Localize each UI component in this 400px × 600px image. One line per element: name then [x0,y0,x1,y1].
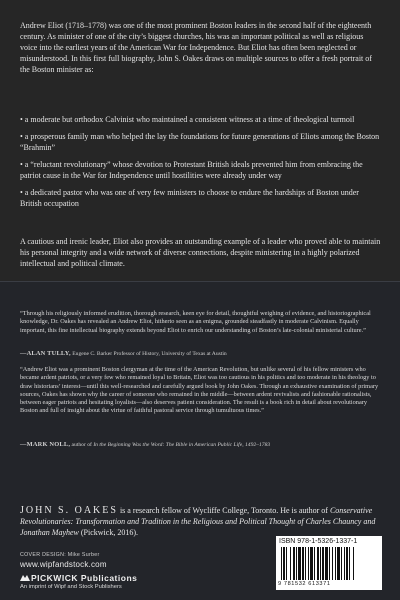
barcode-bar [325,547,328,580]
barcode-bar [283,547,285,580]
barcode-bar [329,547,330,580]
bullet-item: • a dedicated pastor who was one of very few ministers to choose to endure the hardships of Boston under British occupation [20,188,359,208]
author-bio-text: is a research fellow of Wycliffe College, Toronto. He is author of [119,506,328,515]
author-bio [20,505,382,538]
barcode-bar [290,547,291,580]
endorser-name: —MARK NOLL, [20,441,71,448]
endorsement-quote-tully: “Through his religiously informed erudition, thorough research, keen eye for detail, thoughtful weighing of evidence, and historiographical knowledge, Dr. Oakes has revealed an Andrew Eliot, hitherto seen as an enigma, grounded steadfastly in moderate Calvinism. Equally important, this fine intellectual biography extends beyond Eliot to enrich our understanding of Boston’s late-colonial ministerial culture.” [20,310,371,334]
barcode-bar [349,547,350,580]
barcode-bar [332,547,333,580]
barcode-digits: 9 781532 613371 [278,581,331,587]
barcode-bar [281,547,282,580]
barcode-bar [293,547,295,580]
endorsement-attribution-noll [20,441,382,449]
barcode-bar [302,547,304,580]
bullet-item: • a prosperous family man who helped the lay the foundations for future generations of Eliots among the Boston “Brahmin” [20,132,380,152]
endorser-name: —ALAN TULLY, [20,350,71,357]
publisher-imprint: An imprint of Wipf and Stock Publishers [20,584,122,590]
author-name: JOHN S. OAKES [20,505,118,516]
author-previous-book: Conservative Revolutionaries: Transformation and Tradition in the Religious and Political Thought of Charles Chauncy and Jonathan Mayhew [20,506,376,537]
barcode-bar [286,547,287,580]
barcode-bar [353,547,354,580]
barcode-bar [337,547,340,580]
endorsement-quote-noll: “Andrew Eliot was a prominent Boston clergyman at the time of the American Revolution, but unlike several of his fellow ministers who became ardent patriots, or a very few who remained loyal to Britain, Eliot was too cautious in his politics and too moderate in his theology to draw historians’ interest—until this well-researched and carefully argued book by John Oakes. Through an exhaustive examination of primary sources, Oakes has shown why the career of someone who remained in the middle—between ardent revivalists and fashionable rationalists, between eager patriots and hesitating loyalists—also deserves patient consideration. The result is a book rich in detail about revolutionary Boston and full of insight about the virtue of faithful pastoral service through tumultuous times.” [20,366,379,415]
publisher-name-text: PICKWICK Publications [31,573,138,583]
barcode-bar [314,547,315,580]
barcode-bar [305,547,306,580]
barcode-bar [317,547,319,580]
bullet-item: • a “reluctant revolutionary” whose devotion to Protestant British ideals prevented him from embracing the patriot cause in the War for Independence until hostilities were already under way [20,160,363,180]
barcode-bars [280,547,378,580]
barcode-bar [308,547,309,580]
barcode-bar [346,547,348,580]
description-intro: Andrew Eliot (1718–1778) was one of the most prominent Boston leaders in the second half of the eighteenth century. As minister of one of the city’s biggest churches, his was an important political as well as religious voice into the earliest years of the American War for Independence. But Eliot has often been neglected or misunderstood. In this first full biography, John S. Oakes draws on multiple sources to offer a fresh portrait of the Boston minister as: [20,21,372,74]
description-closing: A cautious and irenic leader, Eliot also provides an outstanding example of a leader who proved able to maintain his personal integrity and a wide network of diverse connections, despite ministering in a highly polarized intellectual and political climate. [20,237,381,268]
barcode-bar [322,547,324,580]
endorser-affiliation: Eugene C. Barker Professor of History, University of Texas at Austin [72,351,227,357]
bullet-list [20,114,382,215]
publisher-logo-icon [20,574,30,582]
barcode-bar [310,547,313,580]
barcode-bar [341,547,342,580]
barcode-bar [335,547,336,580]
publisher-website: www.wipfandstock.com [20,560,107,569]
barcode-bar [296,547,297,580]
publisher-name [20,573,137,583]
barcode-bar [298,547,301,580]
endorser-book-title: In the Beginning Was the Word: The Bible in American Public Life, 1492–1783 [93,442,271,448]
cover-design-credit: COVER DESIGN: Mike Surber [20,552,100,558]
isbn-label: ISBN 978-1-5326-1337-1 [279,538,358,545]
bullet-item: • a moderate but orthodox Calvinist who maintained a consistent witness at a time of theological turmoil [20,115,355,124]
author-bio-publisher: (Pickwick, 2016). [80,528,138,537]
endorsement-attribution-tully [20,350,382,358]
barcode-bar [320,547,321,580]
endorser-affiliation-prefix: author of [71,442,92,448]
isbn-barcode [276,536,382,590]
barcode-bar [344,547,345,580]
